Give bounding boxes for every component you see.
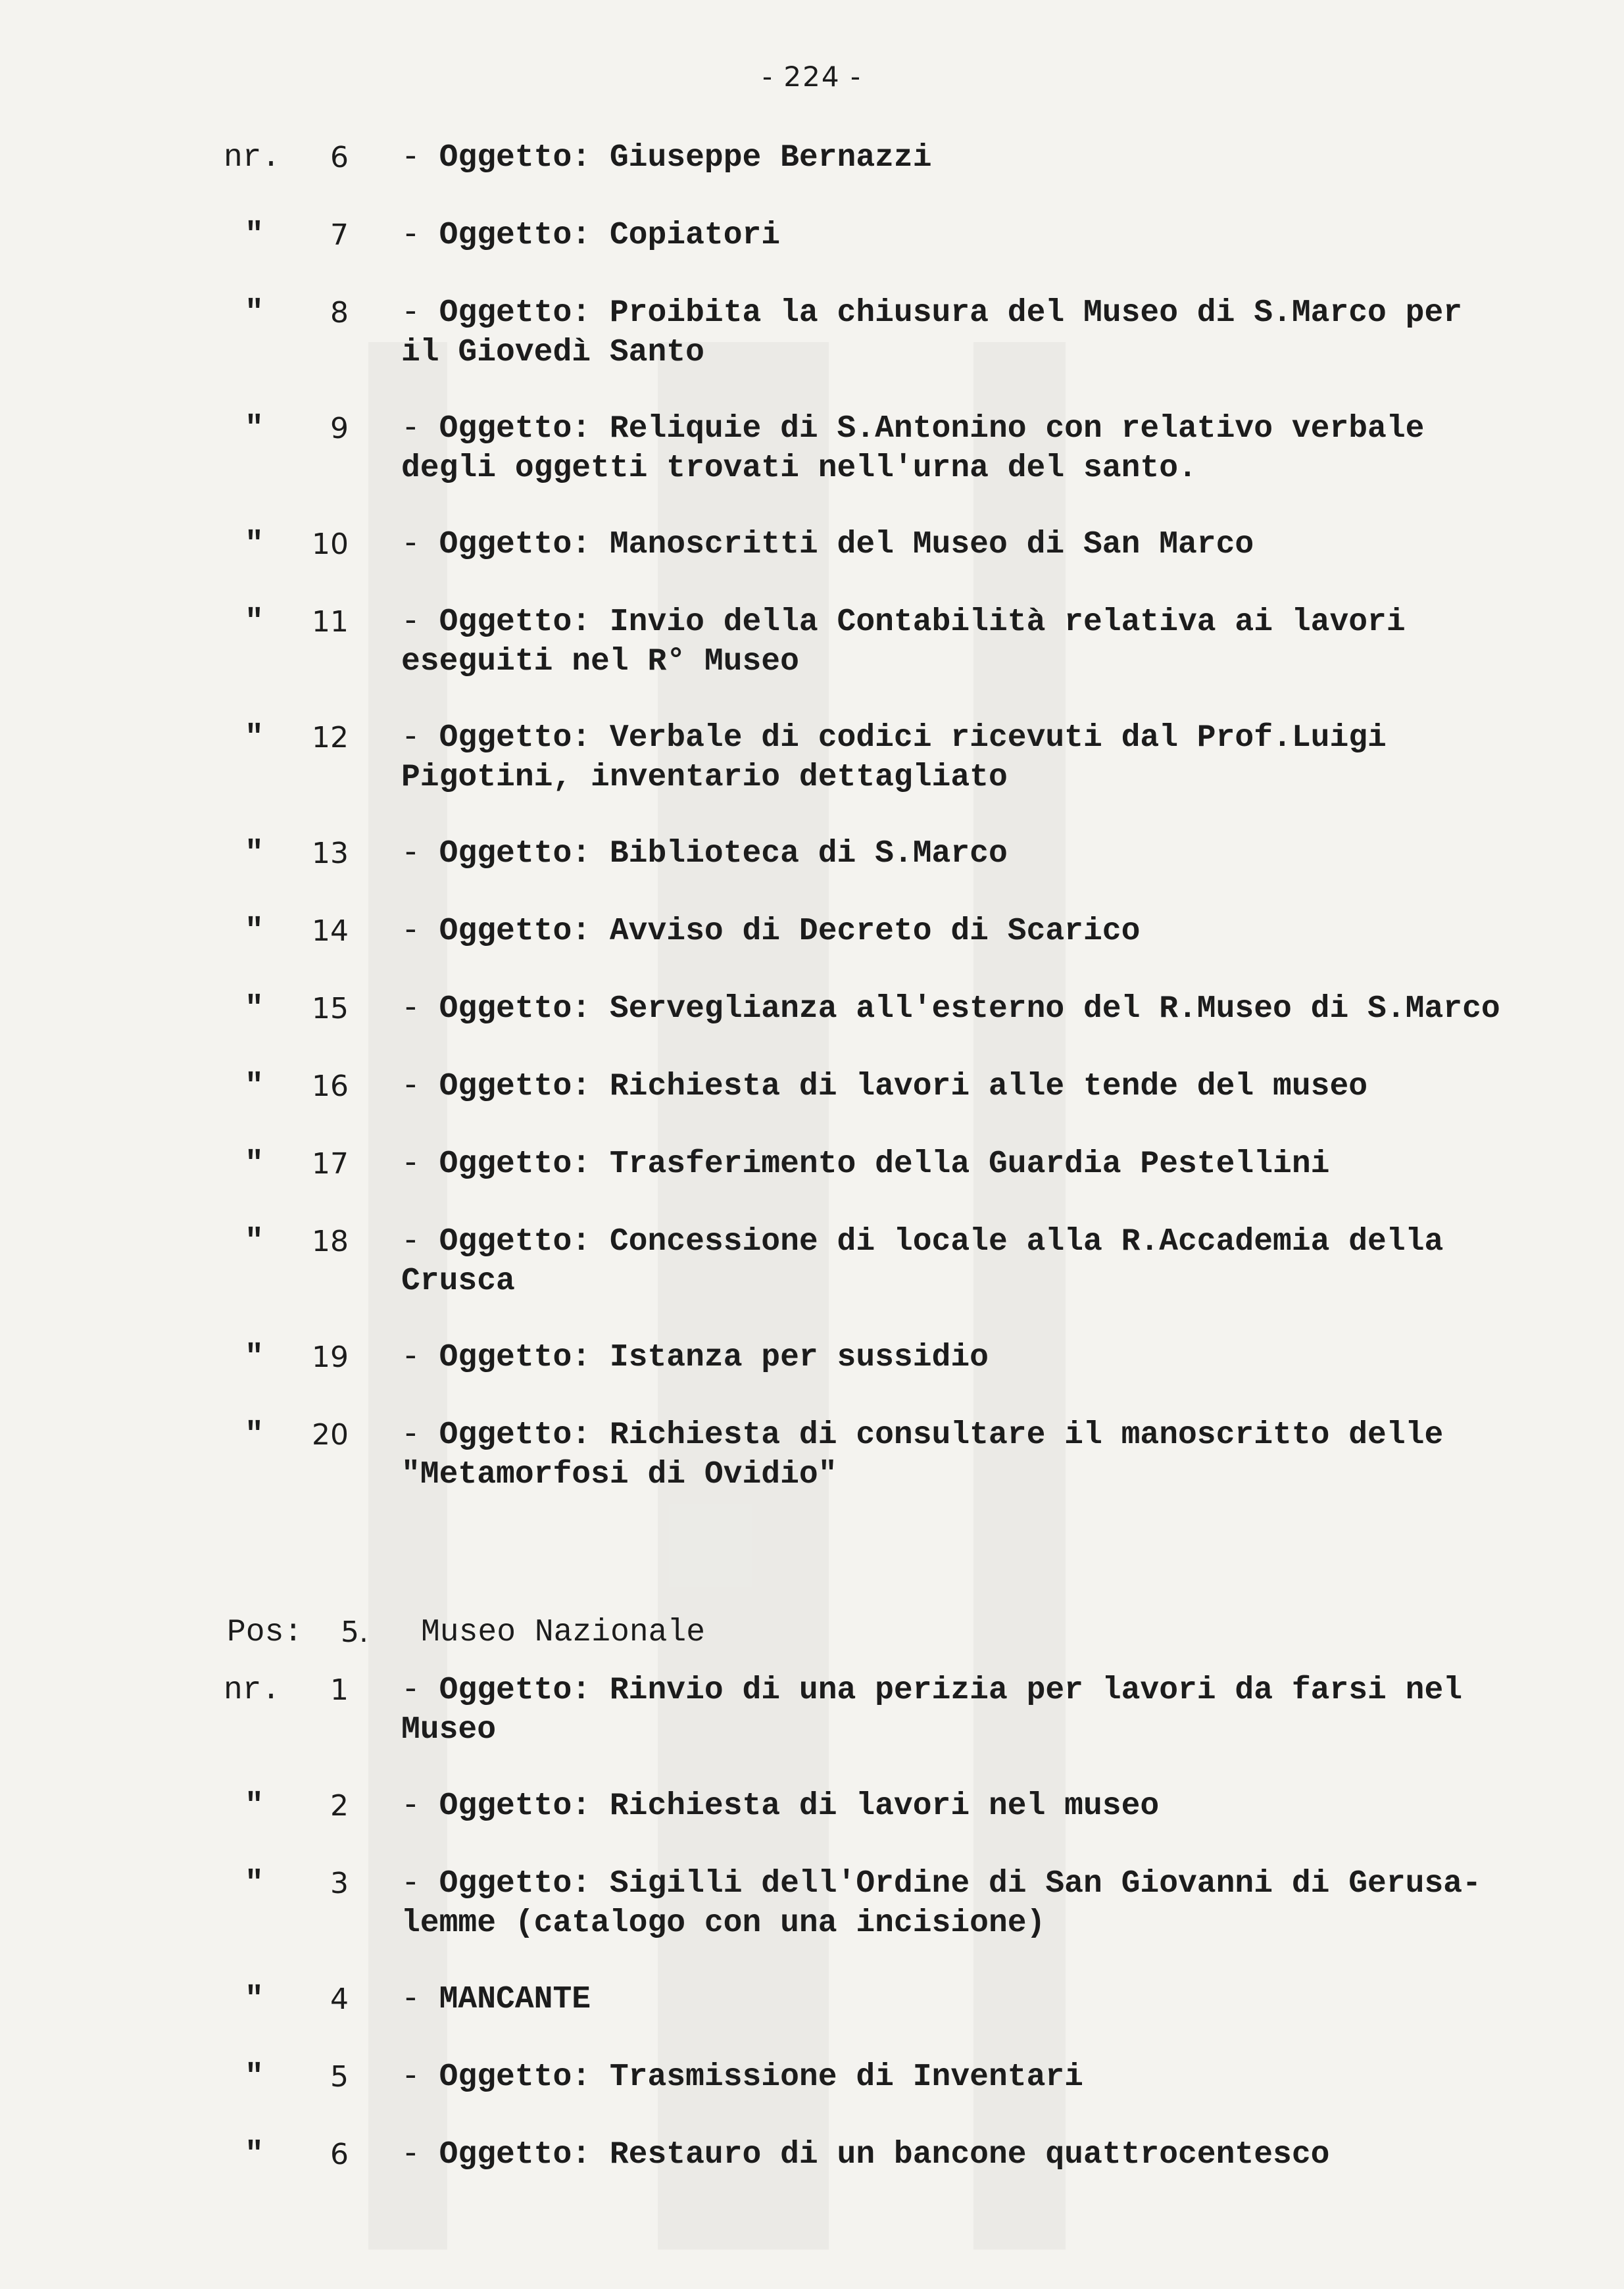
dash: - [401, 836, 439, 872]
ditto-mark: " [245, 1417, 264, 1453]
subject-continuation: eseguiti nel R° Museo [401, 644, 799, 679]
item-text [401, 834, 1585, 874]
subject-text: Richiesta di consultare il manoscritto delle [609, 1417, 1444, 1453]
ditto-mark: " [245, 604, 264, 640]
subject-text: Restauro di un bancone quattrocentesco [609, 2137, 1330, 2173]
item-number: 11 [312, 605, 349, 639]
subject-label: Oggetto: [439, 218, 591, 253]
subject-label: Oggetto: [439, 140, 591, 176]
ditto-mark: " [245, 295, 264, 331]
ditto-mark: " [245, 527, 264, 562]
item-text [401, 1786, 1585, 1826]
item-number: 12 [312, 721, 349, 754]
ditto-mark: " [245, 411, 264, 447]
item-text [401, 409, 1585, 488]
page-number: - 224 - [762, 61, 862, 93]
subject-continuation: lemme (catalogo con una incisione) [401, 1906, 1046, 1941]
ditto-mark: " [245, 1788, 264, 1824]
dash: - [401, 2137, 439, 2173]
dash: - [401, 1069, 439, 1104]
item-text [401, 2135, 1585, 2175]
dash: - [401, 1866, 439, 1902]
item-text [401, 603, 1585, 681]
item-number: 9 [330, 412, 349, 445]
dash: - [401, 1673, 439, 1708]
item-text [401, 1980, 1585, 2019]
item-text [401, 1067, 1585, 1106]
subject-continuation: il Giovedì Santo [401, 335, 704, 370]
dash: - [401, 1340, 439, 1375]
subject-text: Concessione di locale alla R.Accademia della [609, 1224, 1444, 1260]
item-number: 5 [330, 2060, 349, 2094]
item-text [401, 2057, 1585, 2097]
item-number: 17 [312, 1147, 349, 1181]
subject-label: Oggetto: [439, 1340, 591, 1375]
item-number: 6 [330, 141, 349, 174]
item-text [401, 1864, 1585, 1943]
dash: - [401, 1224, 439, 1260]
subject-label: Oggetto: [439, 720, 591, 756]
dash: - [401, 1146, 439, 1182]
item-text [401, 525, 1585, 564]
ditto-mark: " [245, 1224, 264, 1260]
item-text [401, 912, 1585, 951]
number-prefix: nr. [224, 140, 281, 176]
item-text [401, 1222, 1585, 1301]
ditto-mark: " [245, 1866, 264, 1902]
subject-label: Oggetto: [439, 914, 591, 949]
dash: - [401, 914, 439, 949]
item-number: 4 [330, 1982, 349, 2016]
subject-text: Reliquie di S.Antonino con relativo verbale [609, 411, 1425, 447]
item-number: 7 [330, 218, 349, 252]
subject-label: Oggetto: [439, 1146, 591, 1182]
subject-text: Invio della Contabilità relativa ai lavori [609, 604, 1406, 640]
subject-label: Oggetto: [439, 836, 591, 872]
item-number: 18 [312, 1225, 349, 1258]
subject-label: Oggetto: [439, 991, 591, 1027]
subject-label: Oggetto: [439, 2137, 591, 2173]
subject-label: Oggetto: [439, 1788, 591, 1824]
subject-label: Oggetto: [439, 527, 591, 562]
subject-continuation: degli oggetti trovati nell'urna del santo. [401, 451, 1197, 486]
subject-continuation: "Metamorfosi di Ovidio" [401, 1457, 837, 1492]
dash: - [401, 2059, 439, 2095]
item-text [401, 718, 1585, 797]
ditto-mark: " [245, 1146, 264, 1182]
subject-text: Biblioteca di S.Marco [609, 836, 1008, 872]
ditto-mark: " [245, 914, 264, 949]
item-number: 6 [330, 2138, 349, 2171]
dash: - [401, 1417, 439, 1453]
subject-text: Avviso di Decreto di Scarico [609, 914, 1141, 949]
subject-continuation: Pigotini, inventario dettagliato [401, 760, 1008, 795]
subject-label: Oggetto: [439, 1224, 591, 1260]
subject-text: Richiesta di lavori alle tende del museo [609, 1069, 1368, 1104]
subject-continuation: Crusca [401, 1264, 515, 1299]
item-number: 16 [312, 1070, 349, 1103]
dash: - [401, 527, 439, 562]
subject-label: Oggetto: [439, 1069, 591, 1104]
subject-text: MANCANTE [439, 1982, 591, 2017]
item-text [401, 1338, 1585, 1377]
position-number: 5. [341, 1615, 368, 1649]
ditto-mark: " [245, 1069, 264, 1104]
ditto-mark: " [245, 1340, 264, 1375]
item-number: 15 [312, 992, 349, 1025]
subject-label: Oggetto: [439, 604, 591, 640]
item-number: 2 [330, 1789, 349, 1823]
dash: - [401, 295, 439, 331]
subject-text: Trasferimento della Guardia Pestellini [609, 1146, 1330, 1182]
subject-text: Copiatori [609, 218, 781, 253]
dash: - [401, 604, 439, 640]
dash: - [401, 1788, 439, 1824]
subject-text: Serveglianza all'esterno del R.Museo di S.Marco [609, 991, 1500, 1027]
item-number: 10 [312, 528, 349, 561]
ditto-mark: " [245, 218, 264, 253]
subject-text: Sigilli dell'Ordine di San Giovanni di Gerusa- [609, 1866, 1481, 1902]
subject-label: Oggetto: [439, 1866, 591, 1902]
subject-text: Trasmissione di Inventari [609, 2059, 1083, 2095]
item-text [401, 293, 1585, 372]
dash: - [401, 218, 439, 253]
number-prefix: nr. [224, 1673, 281, 1708]
dash: - [401, 411, 439, 447]
subject-text: Istanza per sussidio [609, 1340, 989, 1375]
position-label: Pos: [227, 1615, 303, 1650]
subject-text: Giuseppe Bernazzi [609, 140, 932, 176]
item-text [401, 138, 1585, 178]
item-text [401, 1144, 1585, 1184]
subject-text: Verbale di codici ricevuti dal Prof.Luigi [609, 720, 1387, 756]
subject-label: Oggetto: [439, 411, 591, 447]
subject-label: Oggetto: [439, 295, 591, 331]
subject-label: Oggetto: [439, 2059, 591, 2095]
ditto-mark: " [245, 1982, 264, 2017]
item-number: 8 [330, 296, 349, 330]
subject-text: Rinvio di una perizia per lavori da farsi nel [609, 1673, 1463, 1708]
subject-text: Richiesta di lavori nel museo [609, 1788, 1160, 1824]
subject-label: Oggetto: [439, 1673, 591, 1708]
subject-text: Manoscritti del Museo di San Marco [609, 527, 1254, 562]
item-text [401, 216, 1585, 255]
ditto-mark: " [245, 2137, 264, 2173]
dash: - [401, 720, 439, 756]
section-title: Museo Nazionale [421, 1615, 706, 1650]
dash: - [401, 1982, 439, 2017]
item-number: 13 [312, 837, 349, 870]
item-number: 1 [330, 1673, 349, 1707]
dash: - [401, 991, 439, 1027]
item-number: 14 [312, 914, 349, 948]
ditto-mark: " [245, 836, 264, 872]
item-number: 19 [312, 1341, 349, 1374]
ditto-mark: " [245, 991, 264, 1027]
subject-text: Proibita la chiusura del Museo di S.Marco per [609, 295, 1463, 331]
item-number: 3 [330, 1867, 349, 1900]
dash: - [401, 140, 439, 176]
item-text [401, 989, 1585, 1029]
subject-continuation: Museo [401, 1712, 497, 1748]
ditto-mark: " [245, 2059, 264, 2095]
subject-label: Oggetto: [439, 1417, 591, 1453]
ditto-mark: " [245, 720, 264, 756]
item-number: 20 [312, 1418, 349, 1452]
item-text [401, 1671, 1585, 1750]
item-text [401, 1415, 1585, 1494]
